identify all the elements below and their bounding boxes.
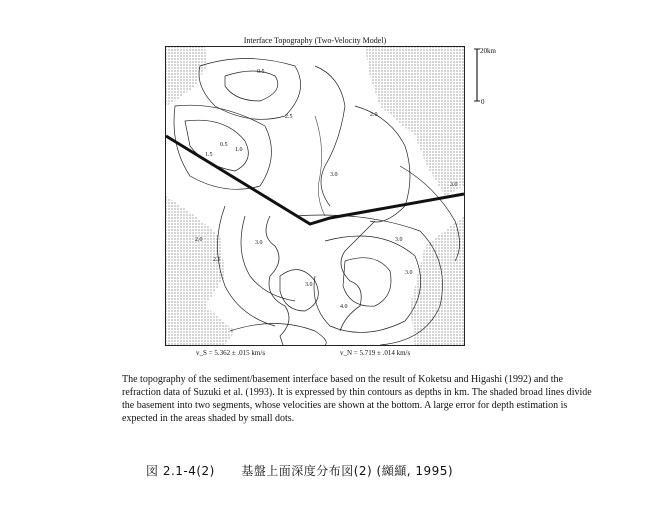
contour-label: 3.0 — [395, 237, 403, 243]
scale-label-bottom: 0 — [481, 98, 485, 106]
contour-label: 1.0 — [235, 147, 243, 153]
contour-label: 4.0 — [340, 304, 348, 310]
figure-title: 基盤上面深度分布図(2) (纐纈, 1995) — [241, 464, 454, 478]
velocity-south-label: v_S = 5.362 ± .015 km/s — [196, 349, 266, 357]
contour-label: 2.0 — [195, 237, 203, 243]
contour-label: 1.5 — [205, 152, 213, 158]
contour-label: 3.0 — [255, 240, 263, 246]
contour-label: 2.0 — [370, 112, 378, 118]
map-title: Interface Topography (Two-Velocity Model) — [243, 36, 387, 45]
contour-label: 0.5 — [257, 69, 265, 75]
contour-label: 3.0 — [405, 270, 413, 276]
velocity-north-label: v_N = 5.719 ± .014 km/s — [340, 349, 411, 357]
contour-label: 3.0 — [330, 172, 338, 178]
figure-caption: The topography of the sediment/basement interface based on the result of Koketsu and Higashi (1992) and the refraction data of Suzuki et al. (1993). It is expressed by thin contours as depths in km. The shaded broad lines divide the basement into two segments, whose velocities are shown at the bottom. A large error for depth estimation is expected in the areas shaded by small dots. — [122, 374, 592, 424]
figure-number: 図 2.1-4(2) — [146, 464, 215, 478]
contour-label: 3.0 — [450, 182, 458, 188]
contour-label: 2.5 — [285, 114, 293, 120]
topography-map — [165, 46, 465, 346]
contour-label: 0.5 — [220, 142, 228, 148]
contour-label: 3.0 — [305, 282, 313, 288]
scale-bar — [470, 46, 510, 106]
contour-label: 2.5 — [213, 257, 221, 263]
figure-label — [146, 462, 566, 479]
scale-label-top: 20km — [480, 47, 496, 55]
